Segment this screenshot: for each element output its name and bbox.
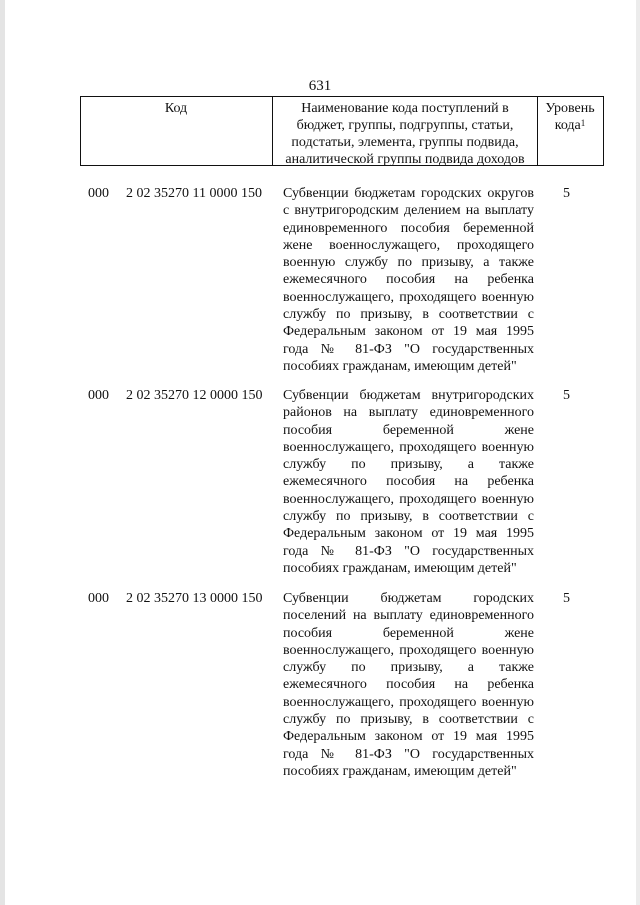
header-left-border [80, 96, 81, 166]
row-revenue-code: 2 02 35270 12 0000 150 [126, 388, 263, 403]
header-name: Наименование кода поступлений в бюджет, группы, подгруппы, статьи, подстатьи, элемента, группы подвида, аналитической группы подвида доходов [285, 101, 525, 167]
row-description: Субвенции бюджетам городских поселений на выплату единовременного пособия беременной жене военнослужащего, проходящего военную службу по призыву, а также ежемесячного пособия на ребенка военнослужащего, проходящего военную службу по призыву, в соответствии с Федеральным законом от 19 мая 1995 года № 81-ФЗ "О государственных пособиях гражданам, имеющим детей" [283, 591, 534, 779]
header-top-rule [80, 96, 604, 97]
page-number: 631 [308, 78, 332, 94]
header-code: Код [164, 101, 188, 116]
header-level-footnote: 1 [580, 118, 586, 128]
row-description: Субвенции бюджетам городских округов с внутригородским делением на выплату единовременного пособия беременной жене военнослужащего, проходящего военную службу по призыву, а также ежемесячного пособия на ребенка военнослужащего, проходящего военную службу по призыву, в соответствии с Федеральным законом от 19 мая 1995 года № 81-ФЗ "О государственных пособиях гражданам, имеющим детей" [283, 186, 534, 374]
row-description: Субвенции бюджетам внутригородских районов на выплату единовременного пособия беременной жене военнослужащего, проходящего военную службу по призыву, а также ежемесячного пособия на ребенка военнослужащего, проходящего военную службу по призыву, в соответствии с Федеральным законом от 19 мая 1995 года № 81-ФЗ "О государственных пособиях гражданам, имеющим детей" [283, 388, 534, 576]
row-revenue-code: 2 02 35270 13 0000 150 [126, 591, 263, 606]
row-group-code: 000 [88, 388, 109, 403]
row-level: 5 [563, 186, 570, 201]
header-level-label: Уровень кода [545, 101, 595, 133]
scan-right-edge [636, 0, 640, 905]
header-divider-1 [272, 96, 273, 166]
scan-left-edge [0, 0, 5, 905]
row-group-code: 000 [88, 591, 109, 606]
row-level: 5 [563, 388, 570, 403]
row-level: 5 [563, 591, 570, 606]
header-level [536, 100, 604, 134]
row-revenue-code: 2 02 35270 11 0000 150 [126, 186, 262, 201]
row-group-code: 000 [88, 186, 109, 201]
